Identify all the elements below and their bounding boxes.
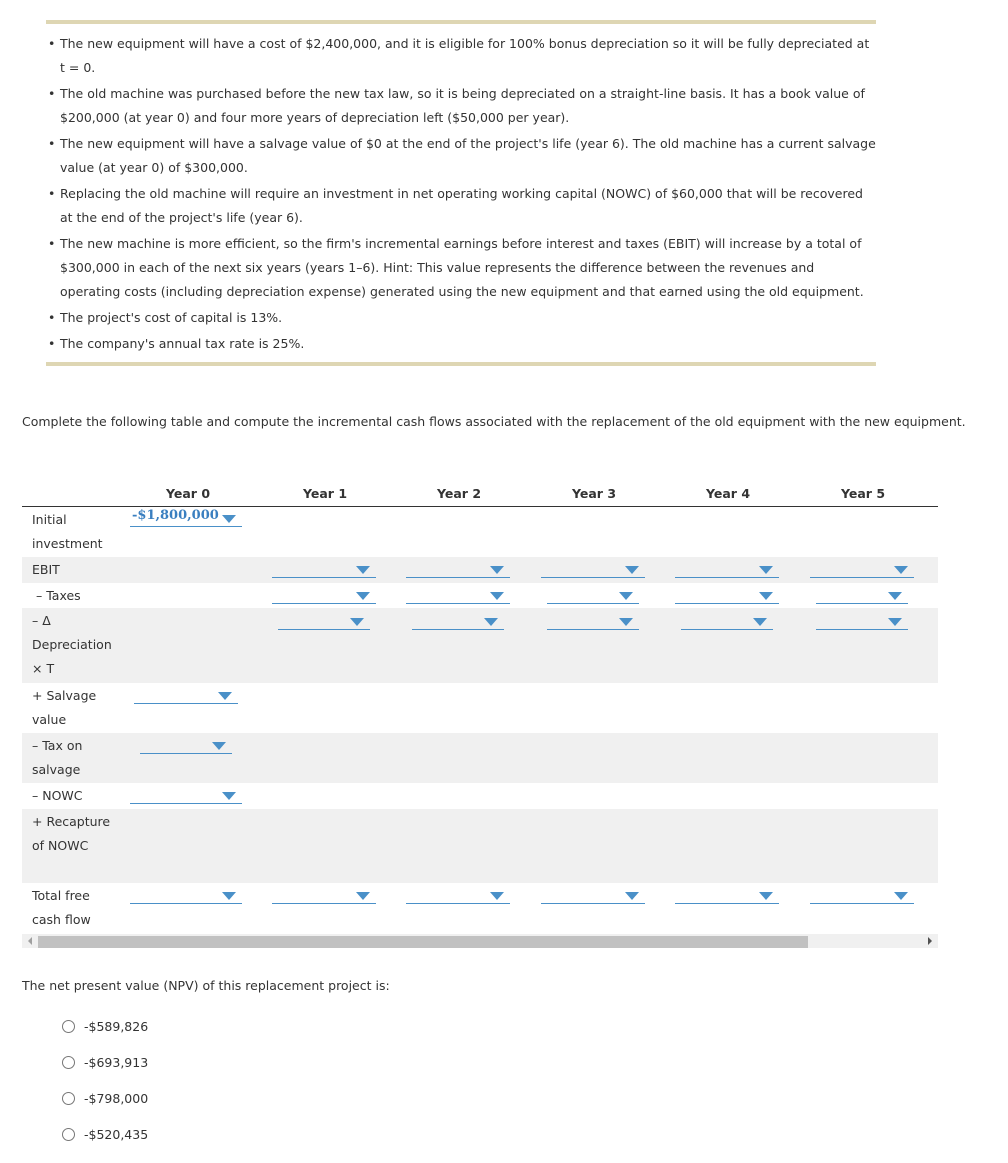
assumption-item: • The project's cost of capital is 13%. [46,306,876,330]
total-fcf-year-5-dropdown[interactable] [810,887,914,904]
header-year-3: Year 3 [571,486,617,501]
chevron-down-icon [484,618,498,626]
depreciation-year-5-dropdown[interactable] [816,613,908,630]
row-band-recapture [22,809,938,883]
taxes-year-2-dropdown[interactable] [406,587,510,604]
total-fcf-year-2-dropdown[interactable] [406,887,510,904]
header-year-4: Year 4 [705,486,751,501]
chevron-down-icon [356,566,370,574]
radio-button[interactable] [62,1092,75,1105]
chevron-down-icon [356,592,370,600]
instruction-text: Complete the following table and compute the incremental cash flows associated with the replacement of the old equipment with the new equipment. [22,414,966,429]
radio-button[interactable] [62,1020,75,1033]
assumptions-list [46,32,876,358]
ebit-year-3-dropdown[interactable] [541,561,645,578]
chevron-down-icon [894,892,908,900]
total-fcf-year-1-dropdown[interactable] [272,887,376,904]
npv-option-label: -$693,913 [84,1055,149,1070]
assumption-item: • The new machine is more efficient, so the firm's incremental earnings before interest and taxes (EBIT) will increase by a total of $300,000 in each of the next six years (years 1–6). Hint: This value represents the difference between the revenues and operating costs (including depreciation expense) generated using the new equipment and that earned using the old equipment. [46,232,876,304]
depreciation-year-2-dropdown[interactable] [412,613,504,630]
taxes-year-1-dropdown[interactable] [272,587,376,604]
chevron-down-icon [222,892,236,900]
npv-option-label: -$798,000 [84,1091,149,1106]
total-fcf-year-4-dropdown[interactable] [675,887,779,904]
chevron-down-icon [222,515,236,523]
row-label-ebit: EBIT [32,562,60,577]
chevron-down-icon [759,592,773,600]
ebit-year-1-dropdown[interactable] [272,561,376,578]
taxes-year-4-dropdown[interactable] [675,587,779,604]
depreciation-year-1-dropdown[interactable] [278,613,370,630]
assumption-item: • The new equipment will have a cost of $2,400,000, and it is eligible for 100% bonus depreciation so it will be fully depreciated at t = 0. [46,32,876,80]
depreciation-year-3-dropdown[interactable] [547,613,639,630]
tax-on-salvage-year-0-dropdown[interactable] [140,737,232,754]
taxes-year-3-dropdown[interactable] [547,587,639,604]
chevron-down-icon [212,742,226,750]
chevron-down-icon [490,892,504,900]
scrollbar-thumb[interactable] [38,936,808,948]
chevron-down-icon [490,592,504,600]
assumption-item: • The old machine was purchased before the new tax law, so it is being depreciated on a straight-line basis. It has a book value of $200,000 (at year 0) and four more years of depreciation left ($50,000 per year). [46,82,876,130]
assumption-item: • Replacing the old machine will require an investment in net operating working capital (NOWC) of $60,000 that will be recovered at the end of the project's life (year 6). [46,182,876,230]
row-label-delta-depreciation: – Δ Depreciation × T [32,613,112,676]
header-year-2: Year 2 [436,486,482,501]
npv-option-label: -$589,826 [84,1019,149,1034]
chevron-down-icon [619,618,633,626]
bottom-divider [46,362,876,366]
total-fcf-year-0-dropdown[interactable] [130,887,242,904]
chevron-down-icon [218,692,232,700]
table-horizontal-scrollbar[interactable] [22,934,938,948]
radio-button[interactable] [62,1056,75,1069]
header-year-5: Year 5 [840,486,886,501]
row-label-taxes: – Taxes [36,588,81,603]
chevron-down-icon [625,566,639,574]
depreciation-year-4-dropdown[interactable] [681,613,773,630]
header-divider [22,506,938,507]
chevron-down-icon [894,566,908,574]
chevron-down-icon [490,566,504,574]
row-label-recapture-nowc: + Recapture of NOWC [32,814,111,853]
chevron-down-icon [625,892,639,900]
ebit-year-2-dropdown[interactable] [406,561,510,578]
chevron-down-icon [888,592,902,600]
chevron-down-icon [222,792,236,800]
chevron-down-icon [759,566,773,574]
row-label-initial-investment: Initial investment [32,512,103,551]
header-year-0: Year 0 [165,486,211,501]
chevron-down-icon [350,618,364,626]
row-label-nowc: – NOWC [32,788,83,803]
initial-investment-value: -$1,800,000 [132,508,219,523]
npv-option-label: -$520,435 [84,1127,149,1142]
chevron-down-icon [759,892,773,900]
assumption-item: • The company's annual tax rate is 25%. [46,332,876,356]
npv-question: The net present value (NPV) of this replacement project is: [22,978,390,993]
initial-investment-dropdown[interactable] [130,510,242,527]
chevron-down-icon [888,618,902,626]
row-label-total-fcf: Total free cash flow [32,888,91,927]
chevron-down-icon [619,592,633,600]
nowc-year-0-dropdown[interactable] [130,787,242,804]
ebit-year-4-dropdown[interactable] [675,561,779,578]
row-label-salvage: + Salvage value [32,688,97,727]
scroll-right-arrow-icon[interactable] [928,937,932,945]
salvage-year-0-dropdown[interactable] [134,687,238,704]
chevron-down-icon [753,618,767,626]
top-divider [46,20,876,24]
total-fcf-year-3-dropdown[interactable] [541,887,645,904]
radio-button[interactable] [62,1128,75,1141]
header-year-1: Year 1 [302,486,348,501]
scroll-left-arrow-icon[interactable] [28,937,32,945]
taxes-year-5-dropdown[interactable] [816,587,908,604]
chevron-down-icon [356,892,370,900]
ebit-year-5-dropdown[interactable] [810,561,914,578]
assumption-item: • The new equipment will have a salvage value of $0 at the end of the project's life (year 6). The old machine has a current salvage value (at year 0) of $300,000. [46,132,876,180]
row-label-tax-on-salvage: – Tax on salvage [32,738,83,777]
